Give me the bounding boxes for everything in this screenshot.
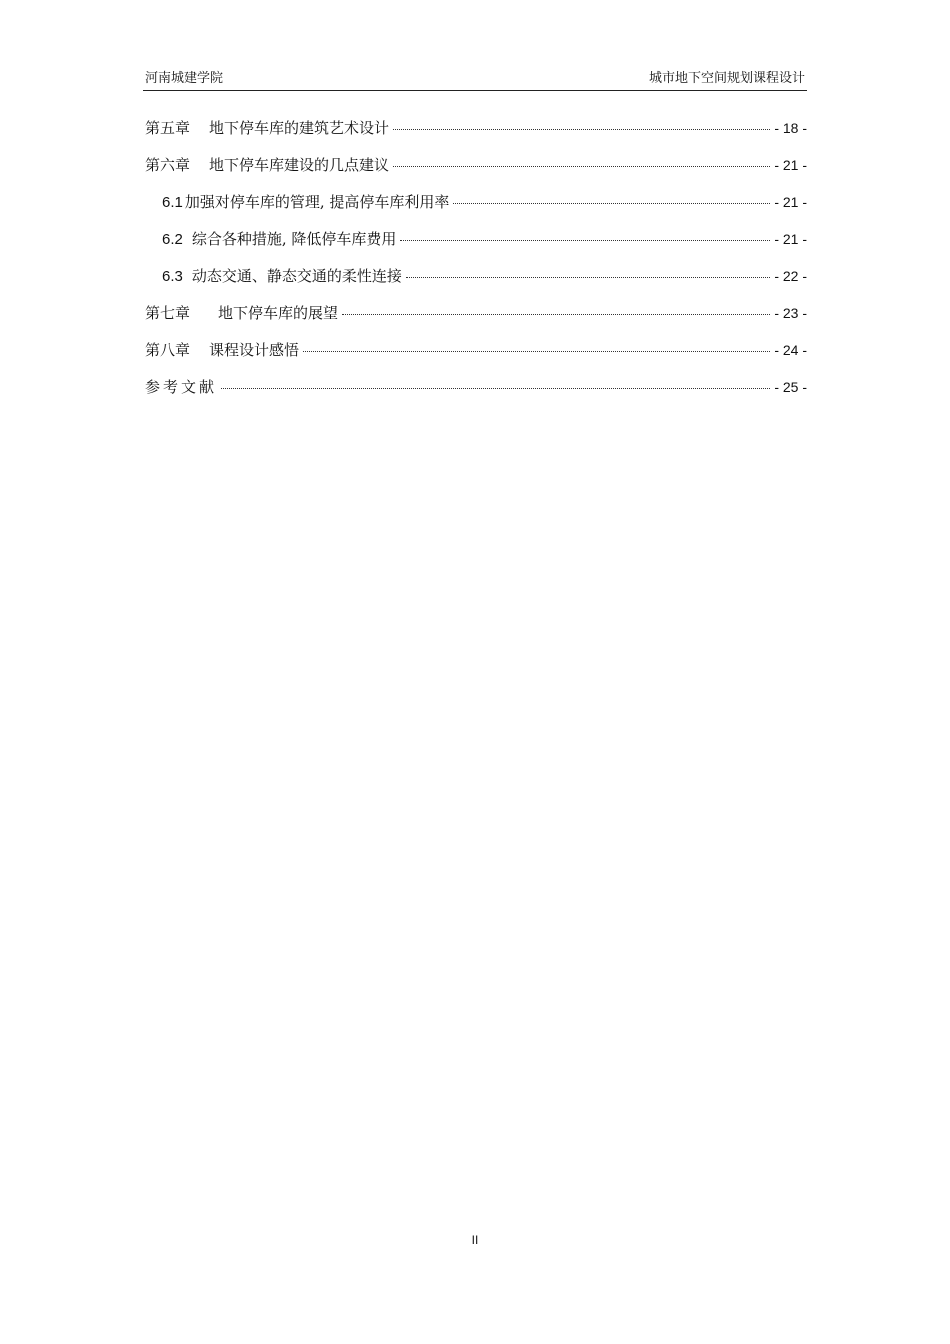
toc-entry-page: - 21 - [774,231,807,247]
toc-entry-page: - 21 - [774,194,807,210]
toc-entry-title: 地下停车库建设的几点建议 [209,156,390,174]
toc-entry-section-6-2[interactable] [145,228,807,265]
toc-dot-leader [303,351,770,352]
toc-entry-label: 第六章 [145,156,191,174]
toc-entry-page: - 18 - [774,120,807,136]
toc-entry-title: 地下停车库的展望 [218,304,339,322]
toc-entry-page: - 22 - [774,268,807,284]
toc-entry-label: 第八章 [145,341,191,359]
toc-dot-leader [393,166,770,167]
toc-entry-title: 课程设计感悟 [209,341,300,359]
toc-entry-label: 6.2 [162,231,183,248]
toc-dot-leader [221,388,770,389]
toc-entry-page: - 21 - [774,157,807,173]
toc-entry-page: - 24 - [774,342,807,358]
toc-entry-page: - 25 - [774,379,807,395]
toc-entry-chapter-7[interactable] [145,302,807,339]
toc-entry-chapter-5[interactable] [145,117,807,154]
toc-entry-label: 6.1 [162,194,183,211]
toc-dot-leader [453,203,770,204]
toc-entry-chapter-8[interactable] [145,339,807,376]
page-header [143,70,807,91]
toc-entry-page: - 23 - [774,305,807,321]
toc-entry-section-6-3[interactable] [145,265,807,302]
toc-entry-references[interactable] [145,376,807,413]
toc-entry-section-6-1[interactable] [145,191,807,228]
toc-entry-title: 综合各种措施, 降低停车库费用 [191,230,397,248]
toc-dot-leader [400,240,770,241]
toc-entry-label: 第五章 [145,119,191,137]
toc-entry-chapter-6[interactable] [145,154,807,191]
toc-dot-leader [342,314,770,315]
toc-dot-leader [393,129,770,130]
toc-entry-title: 地下停车库的建筑艺术设计 [209,119,390,137]
toc-entry-title: 加强对停车库的管理, 提高停车库利用率 [184,193,450,211]
page-footer [0,1233,950,1247]
toc-entry-label: 第七章 [145,304,191,322]
header-school-name: 河南城建学院 [145,71,224,86]
page-number: II [471,1233,479,1247]
table-of-contents [145,117,807,413]
toc-entry-label: 6.3 [162,268,183,285]
toc-entry-title: 参考文献 [145,378,218,396]
toc-entry-title: 动态交通、静态交通的柔性连接 [191,267,402,285]
toc-dot-leader [406,277,770,278]
header-course-title: 城市地下空间规划课程设计 [648,71,805,86]
